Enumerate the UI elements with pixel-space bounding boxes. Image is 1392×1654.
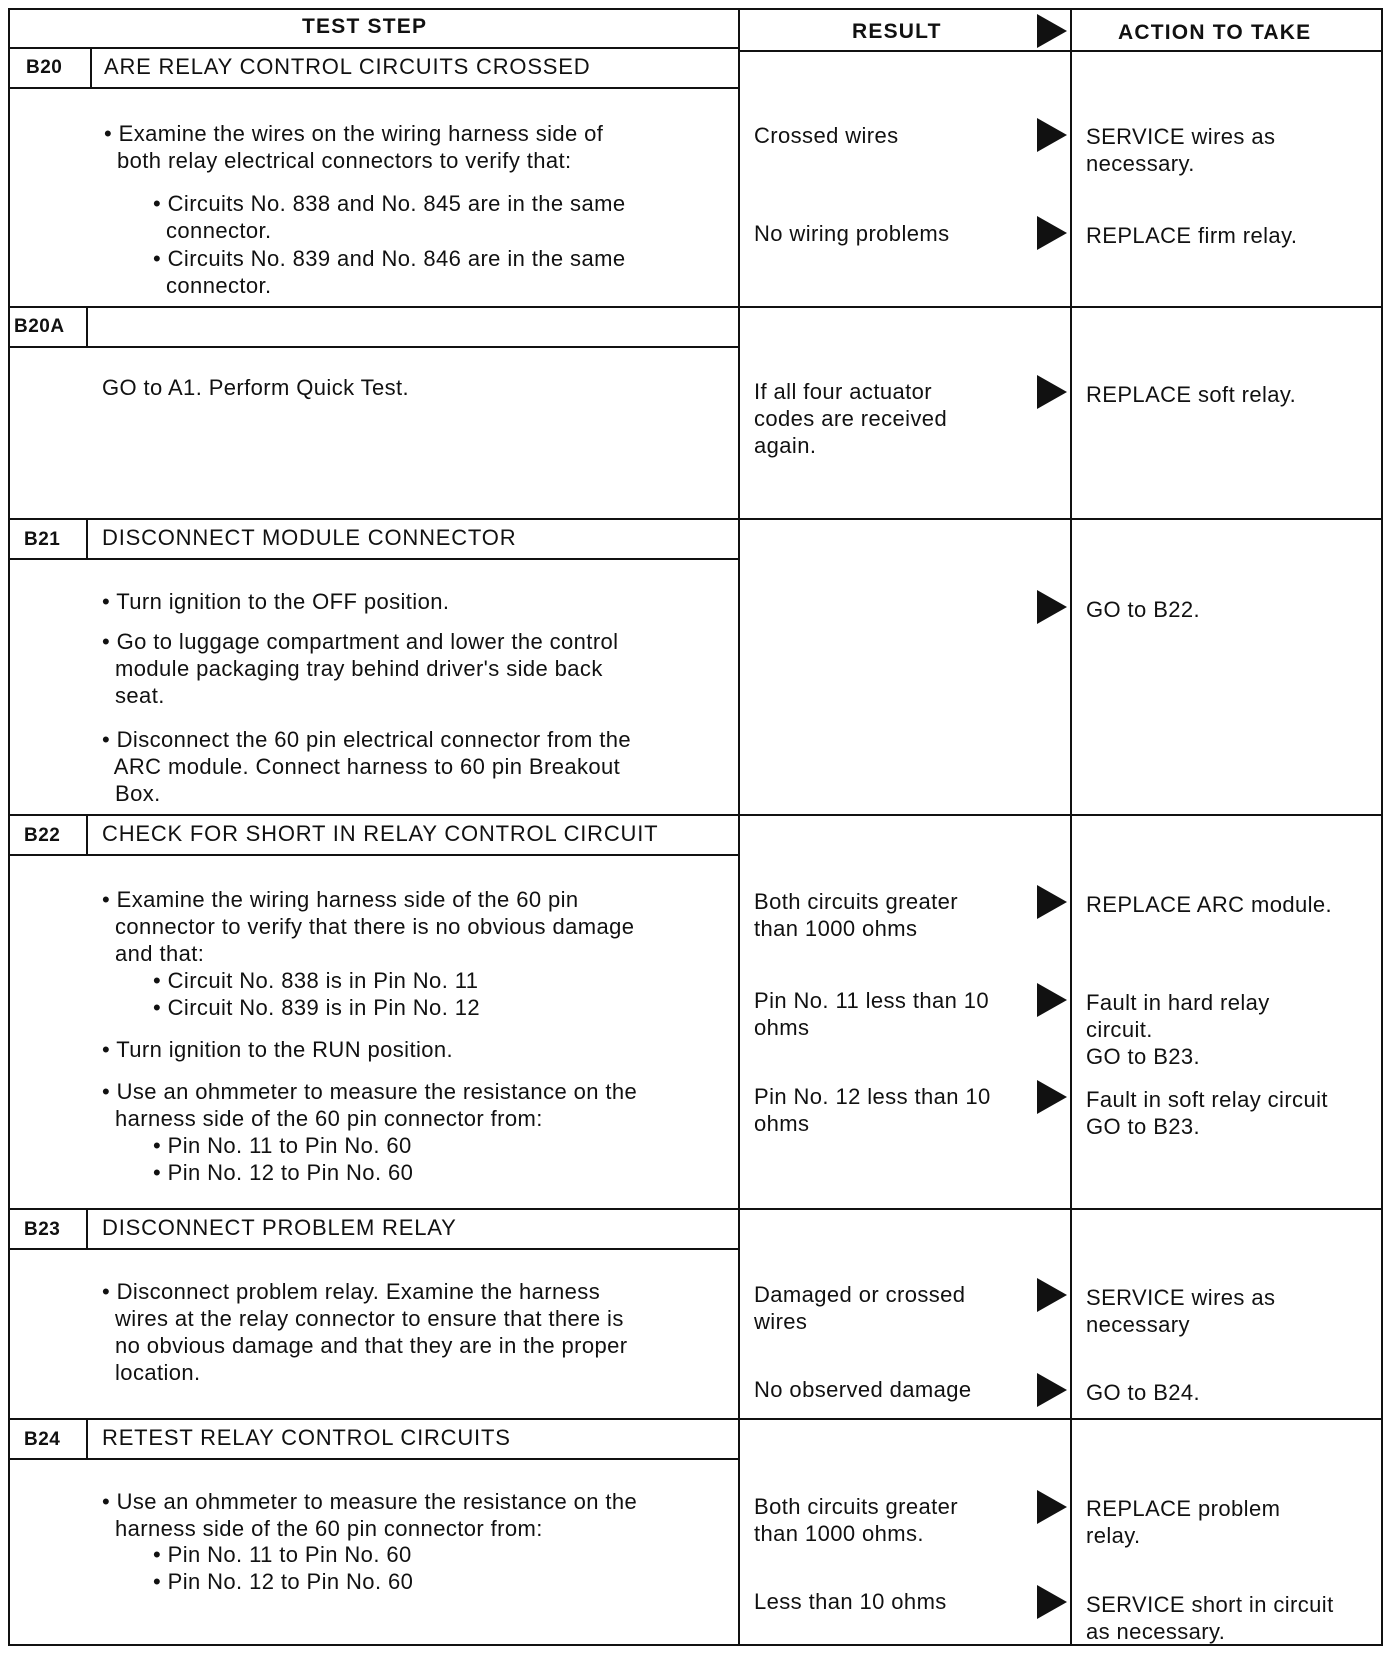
- action-text: REPLACE problem relay.: [1086, 1496, 1281, 1548]
- action-text: SERVICE wires as necessary.: [1086, 124, 1276, 176]
- step-body-line: • Circuit No. 838 is in Pin No. 11: [153, 968, 479, 993]
- step-body-line: connector.: [153, 218, 272, 243]
- header-arrow-icon: [1037, 14, 1067, 48]
- action-text: Fault in hard relay circuit. GO to B23.: [1086, 990, 1270, 1069]
- step-body-line: • Pin No. 12 to Pin No. 60: [153, 1569, 414, 1594]
- result-arrow-icon: [1037, 1373, 1067, 1407]
- step-body-line: • Pin No. 12 to Pin No. 60: [153, 1160, 414, 1185]
- step-id: B20: [26, 57, 63, 78]
- header-action: ACTION TO TAKE: [1118, 21, 1312, 44]
- rule-title-b24: [8, 1458, 740, 1460]
- step-title: DISCONNECT MODULE CONNECTOR: [102, 525, 517, 550]
- rule-col-action: [1070, 8, 1072, 1646]
- result-text: Both circuits greater than 1000 ohms.: [754, 1494, 959, 1546]
- result-text: Pin No. 11 less than 10 ohms: [754, 988, 990, 1040]
- action-text: Fault in soft relay circuit GO to B23.: [1086, 1087, 1328, 1139]
- result-arrow-icon: [1037, 1278, 1067, 1312]
- rule-left: [8, 8, 10, 1646]
- rule-step-b22: [8, 814, 1383, 816]
- step-body-line: • Go to luggage compartment and lower the control module packaging tray behind driver's side back seat.: [102, 629, 619, 708]
- step-id: B24: [24, 1429, 61, 1450]
- step-body-line: connector.: [153, 273, 272, 298]
- step-id: B23: [24, 1219, 61, 1240]
- result-arrow-icon: [1037, 118, 1067, 152]
- result-text: If all four actuator codes are received again.: [754, 379, 948, 458]
- action-text: SERVICE short in circuit as necessary.: [1086, 1592, 1334, 1644]
- step-title: ARE RELAY CONTROL CIRCUITS CROSSED: [104, 54, 591, 79]
- result-text: Damaged or crossed wires: [754, 1282, 966, 1334]
- result-text: No observed damage: [754, 1377, 972, 1402]
- rule-step-b21: [8, 518, 1383, 520]
- step-title: DISCONNECT PROBLEM RELAY: [102, 1215, 457, 1240]
- result-arrow-icon: [1037, 375, 1067, 409]
- header-test-step: TEST STEP: [302, 15, 428, 38]
- action-text: SERVICE wires as necessary: [1086, 1285, 1276, 1337]
- rule-title-b21: [8, 558, 740, 560]
- header-result: RESULT: [852, 20, 942, 43]
- step-body-line: • Pin No. 11 to Pin No. 60: [153, 1133, 412, 1158]
- rule-step-b23: [8, 1208, 1383, 1210]
- step-body-line: • Use an ohmmeter to measure the resistance on the harness side of the 60 pin connector from:: [102, 1079, 638, 1131]
- rule-header-right: [738, 50, 1383, 52]
- result-text: No wiring problems: [754, 221, 950, 246]
- rule-id-b20a: [86, 306, 88, 347]
- step-id: B21: [24, 529, 61, 550]
- step-body-line: GO to A1. Perform Quick Test.: [102, 375, 410, 400]
- step-body-line: • Turn ignition to the OFF position.: [102, 589, 450, 614]
- step-body-line: • Circuits No. 838 and No. 845 are in the same: [153, 191, 626, 216]
- step-title: CHECK FOR SHORT IN RELAY CONTROL CIRCUIT: [102, 821, 659, 846]
- rule-id-b23: [86, 1208, 88, 1249]
- step-body-line: • Examine the wires on the wiring harness side of: [104, 121, 604, 146]
- step-body-line: • Circuits No. 839 and No. 846 are in the same: [153, 246, 626, 271]
- action-text: REPLACE firm relay.: [1086, 223, 1298, 248]
- rule-title-b20a: [8, 346, 740, 348]
- step-body-line: both relay electrical connectors to verify that:: [104, 148, 572, 173]
- rule-title-b20: [8, 87, 740, 89]
- result-text: Both circuits greater than 1000 ohms: [754, 889, 959, 941]
- action-text: GO to B22.: [1086, 597, 1201, 622]
- result-arrow-icon: [1037, 590, 1067, 624]
- step-body-line: • Circuit No. 839 is in Pin No. 12: [153, 995, 480, 1020]
- step-title: RETEST RELAY CONTROL CIRCUITS: [102, 1425, 511, 1450]
- rule-header-left: [8, 47, 740, 49]
- rule-top: [8, 8, 1383, 10]
- rule-right: [1381, 8, 1383, 1646]
- result-text: Pin No. 12 less than 10 ohms: [754, 1084, 991, 1136]
- result-text: Crossed wires: [754, 123, 899, 148]
- result-arrow-icon: [1037, 983, 1067, 1017]
- rule-title-b23: [8, 1248, 740, 1250]
- step-body-line: • Examine the wiring harness side of the 60 pin connector to verify that there is no obvious damage and that:: [102, 887, 635, 966]
- action-text: GO to B24.: [1086, 1380, 1201, 1405]
- action-text: REPLACE ARC module.: [1086, 892, 1333, 917]
- result-arrow-icon: [1037, 1080, 1067, 1114]
- result-text: Less than 10 ohms: [754, 1589, 947, 1614]
- action-text: REPLACE soft relay.: [1086, 382, 1297, 407]
- rule-col-result: [738, 8, 740, 1646]
- step-id: B20A: [14, 316, 65, 337]
- result-arrow-icon: [1037, 1490, 1067, 1524]
- rule-step-b24: [8, 1418, 1383, 1420]
- rule-id-b22: [86, 814, 88, 855]
- rule-title-b22: [8, 854, 740, 856]
- step-body-line: • Use an ohmmeter to measure the resistance on the harness side of the 60 pin connector from:: [102, 1489, 638, 1541]
- rule-step-b20a: [8, 306, 1383, 308]
- step-id: B22: [24, 825, 61, 846]
- result-arrow-icon: [1037, 1585, 1067, 1619]
- step-body-line: • Pin No. 11 to Pin No. 60: [153, 1542, 412, 1567]
- result-arrow-icon: [1037, 216, 1067, 250]
- rule-id-b20: [90, 47, 92, 88]
- step-body-line: • Disconnect the 60 pin electrical connector from the ARC module. Connect harness to 60 pin Breakout Box.: [102, 727, 632, 806]
- step-body-line: • Turn ignition to the RUN position.: [102, 1037, 454, 1062]
- rule-id-b24: [86, 1418, 88, 1459]
- step-body-line: • Disconnect problem relay. Examine the harness wires at the relay connector to ensure that there is no obvious damage and that they are in the proper location.: [102, 1279, 628, 1385]
- rule-id-b21: [86, 518, 88, 559]
- result-arrow-icon: [1037, 885, 1067, 919]
